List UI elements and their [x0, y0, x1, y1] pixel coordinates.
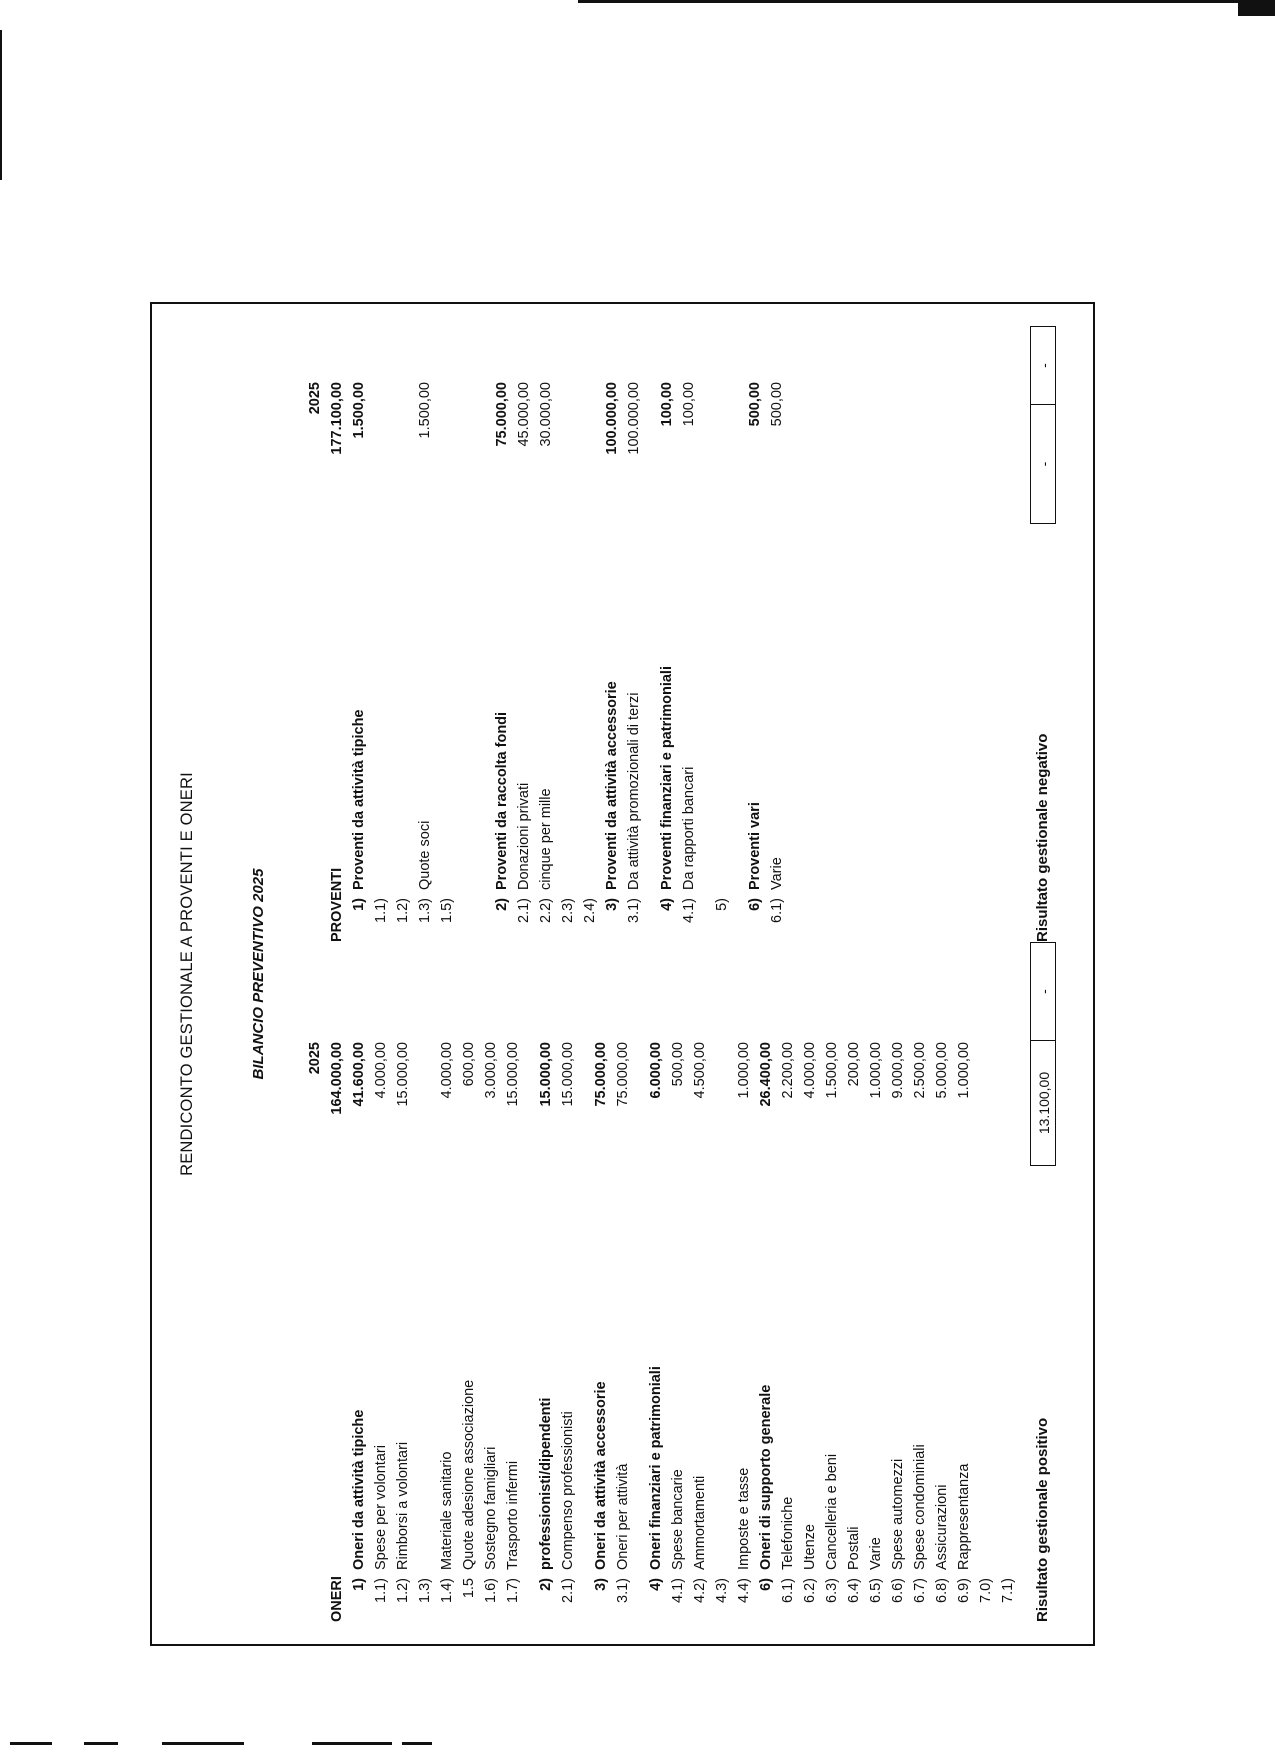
- oneri-row-num: 1.3): [417, 1578, 433, 1603]
- oneri-row: [612, 1042, 634, 1622]
- proventi-row-value: 75.000,00: [494, 382, 510, 447]
- oneri-row-label: Oneri da attività accessorie: [593, 1381, 609, 1570]
- oneri-row: [392, 1042, 414, 1622]
- proventi-row-num: 3): [604, 898, 620, 911]
- oneri-row-value: 15.000,00: [505, 1042, 521, 1107]
- proventi-row-num: 1.5): [439, 898, 455, 923]
- oneri-spacer: [634, 1042, 645, 1622]
- proventi-row-label: Quote soci: [417, 820, 433, 890]
- proventi-row: [656, 382, 678, 942]
- oneri-row-num: 1.5: [461, 1578, 477, 1599]
- oneri-column: [304, 1042, 1019, 1622]
- scan-mark-bottom-3: [162, 1742, 244, 1745]
- rotated-sheet: [154, 306, 1091, 1642]
- proventi-row: [491, 382, 513, 942]
- proventi-row-value: 100.000,00: [604, 382, 620, 455]
- proventi-spacer: [733, 382, 744, 942]
- oneri-row: [931, 1042, 953, 1622]
- oneri-row-value: 1.500,00: [824, 1042, 840, 1099]
- oneri-row-num: 6.5): [868, 1578, 884, 1603]
- oneri-row-value: 200,00: [846, 1042, 862, 1087]
- oneri-row-num: 7.1): [1000, 1578, 1016, 1603]
- proventi-row-label: Varie: [769, 857, 785, 890]
- oneri-row: [370, 1042, 392, 1622]
- oneri-row-label: Rappresentanza: [956, 1463, 972, 1570]
- oneri-row-label: Imposte e tasse: [736, 1467, 752, 1570]
- scan-mark-bottom-4: [312, 1742, 392, 1745]
- oneri-row-label: Quote adesione associazione: [461, 1379, 477, 1570]
- proventi-row: [348, 382, 370, 942]
- oneri-row-num: 6.2): [802, 1578, 818, 1603]
- proventi-spacer: [469, 382, 480, 942]
- proventi-row-num: 6): [747, 898, 763, 911]
- scan-edge-top-right: [1238, 0, 1275, 16]
- proventi-row-num: 2.4): [582, 898, 598, 923]
- oneri-header-row: [326, 1042, 348, 1622]
- scan-mark-bottom-1: [10, 1742, 52, 1745]
- proventi-row-num: 4): [659, 898, 675, 911]
- oneri-row: [997, 1042, 1019, 1622]
- oneri-row-label: Cancelleria e beni: [824, 1453, 840, 1570]
- oneri-row: [689, 1042, 711, 1622]
- oneri-row: [755, 1042, 777, 1622]
- proventi-row: [678, 382, 700, 942]
- oneri-row-num: 3.1): [615, 1578, 631, 1603]
- oneri-row: [821, 1042, 843, 1622]
- proventi-spacer: [645, 382, 656, 942]
- proventi-row-value: 100,00: [681, 382, 697, 427]
- oneri-row-value: 500,00: [670, 1042, 686, 1087]
- oneri-row-label: Trasporto infermi: [505, 1460, 521, 1570]
- proventi-row: [579, 382, 601, 942]
- proventi-row-label: Proventi da attività accessorie: [604, 681, 620, 890]
- oneri-row-value: 5.000,00: [934, 1042, 950, 1099]
- oneri-row-value: 4.500,00: [692, 1042, 708, 1099]
- oneri-row-value: 6.000,00: [648, 1042, 664, 1099]
- proventi-column: [304, 382, 788, 942]
- proventi-row-value: 30.000,00: [538, 382, 554, 447]
- oneri-rows: [348, 1042, 1019, 1622]
- oneri-row: [909, 1042, 931, 1622]
- oneri-row: [348, 1042, 370, 1622]
- oneri-row: [711, 1042, 733, 1622]
- oneri-row-value: 41.600,00: [351, 1042, 367, 1107]
- oneri-row-value: 2.200,00: [780, 1042, 796, 1099]
- oneri-row-label: Spese bancarie: [670, 1469, 686, 1570]
- scan-mark-bottom-2: [84, 1742, 118, 1745]
- oneri-row-num: 6.8): [934, 1578, 950, 1603]
- oneri-row-value: 15.000,00: [538, 1042, 554, 1107]
- oneri-row-num: 6.3): [824, 1578, 840, 1603]
- oneri-row-num: 4.4): [736, 1578, 752, 1603]
- oneri-row-value: 2.500,00: [912, 1042, 928, 1099]
- oneri-row-value: 15.000,00: [395, 1042, 411, 1107]
- oneri-spacer: [524, 1042, 535, 1622]
- proventi-row-num: 6.1): [769, 898, 785, 923]
- oneri-row-num: 1.2): [395, 1578, 411, 1603]
- oneri-row-value: 1.000,00: [956, 1042, 972, 1099]
- oneri-row-num: 4.2): [692, 1578, 708, 1603]
- oneri-result-label: Risultato gestionale positivo: [1034, 1417, 1051, 1622]
- oneri-row: [843, 1042, 865, 1622]
- oneri-row-label: Oneri per attività: [615, 1463, 631, 1570]
- oneri-row: [777, 1042, 799, 1622]
- proventi-row-num: 2.2): [538, 898, 554, 923]
- document-title: RENDICONTO GESTIONALE A PROVENTI E ONERI: [178, 772, 196, 1176]
- oneri-row: [590, 1042, 612, 1622]
- proventi-header: PROVENTI: [329, 867, 345, 942]
- oneri-row: [480, 1042, 502, 1622]
- proventi-row-num: 4.1): [681, 898, 697, 923]
- proventi-row-label: Da rapporti bancari: [681, 766, 697, 890]
- proventi-row-num: 5): [714, 898, 730, 911]
- proventi-row: [535, 382, 557, 942]
- oneri-header: ONERI: [329, 1576, 345, 1622]
- oneri-row-num: 6.7): [912, 1578, 928, 1603]
- oneri-row: [667, 1042, 689, 1622]
- oneri-row-num: 4.3): [714, 1578, 730, 1603]
- oneri-row-value: 3.000,00: [483, 1042, 499, 1099]
- oneri-row: [865, 1042, 887, 1622]
- oneri-row-label: Telefoniche: [780, 1496, 796, 1570]
- oneri-row-num: 6): [758, 1578, 774, 1591]
- oneri-row-label: Spese automezzi: [890, 1458, 906, 1570]
- scan-edge-top: [578, 0, 1238, 3]
- oneri-row-num: 1.6): [483, 1578, 499, 1603]
- oneri-result-value-2: -: [1030, 942, 1056, 1040]
- oneri-row-num: 6.6): [890, 1578, 906, 1603]
- oneri-row-value: 4.000,00: [802, 1042, 818, 1099]
- proventi-row: [436, 382, 458, 942]
- proventi-row-label: cinque per mille: [538, 788, 554, 890]
- proventi-row-value: 100,00: [659, 382, 675, 427]
- oneri-row-label: Rimborsi a volontari: [395, 1441, 411, 1570]
- oneri-row-value: 75.000,00: [615, 1042, 631, 1107]
- proventi-row: [766, 382, 788, 942]
- oneri-row: [458, 1042, 480, 1622]
- oneri-result: [1030, 942, 1056, 1622]
- proventi-row-value: 1.500,00: [417, 382, 433, 439]
- oneri-row-value: 9.000,00: [890, 1042, 906, 1099]
- oneri-row-num: 7.0): [978, 1578, 994, 1603]
- oneri-row-num: 3): [593, 1578, 609, 1591]
- oneri-row: [502, 1042, 524, 1622]
- oneri-row: [733, 1042, 755, 1622]
- proventi-row: [623, 382, 645, 942]
- oneri-row-value: 4.000,00: [439, 1042, 455, 1099]
- oneri-row-label: Utenze: [802, 1524, 818, 1570]
- oneri-row-num: 6.1): [780, 1578, 796, 1603]
- oneri-row: [414, 1042, 436, 1622]
- oneri-row-label: Spese per volontari: [373, 1445, 389, 1570]
- oneri-row-num: 6.4): [846, 1578, 862, 1603]
- proventi-row: [513, 382, 535, 942]
- proventi-result-value: -: [1030, 404, 1056, 524]
- oneri-row-num: 1.7): [505, 1578, 521, 1603]
- oneri-row-label: Spese condominiali: [912, 1444, 928, 1570]
- proventi-row-value: 45.000,00: [516, 382, 532, 447]
- proventi-header-row: [326, 382, 348, 942]
- oneri-row: [975, 1042, 997, 1622]
- proventi-row-num: 1.1): [373, 898, 389, 923]
- oneri-spacer: [579, 1042, 590, 1622]
- oneri-row-num: 2): [538, 1578, 554, 1591]
- proventi-row-num: 1): [351, 898, 367, 911]
- oneri-row-num: 6.9): [956, 1578, 972, 1603]
- oneri-row-label: Ammortamenti: [692, 1475, 708, 1570]
- oneri-row-num: 1.1): [373, 1578, 389, 1603]
- oneri-row-label: Postali: [846, 1526, 862, 1570]
- oneri-row-num: 4): [648, 1578, 664, 1591]
- oneri-row-value: 15.000,00: [560, 1042, 576, 1107]
- oneri-row-label: Compenso professionisti: [560, 1411, 576, 1570]
- oneri-row: [799, 1042, 821, 1622]
- proventi-spacer: [458, 382, 469, 942]
- oneri-year: 2025: [307, 1042, 323, 1075]
- proventi-row-label: Donazioni privati: [516, 782, 532, 890]
- proventi-result: [1030, 326, 1056, 942]
- oneri-row-label: Varie: [868, 1537, 884, 1570]
- proventi-row-label: Proventi finanziari e patrimoniali: [659, 666, 675, 890]
- oneri-row: [953, 1042, 975, 1622]
- oneri-total: 164.000,00: [329, 1042, 345, 1115]
- proventi-row-label: Proventi da raccolta fondi: [494, 711, 510, 890]
- oneri-row-label: Sostegno famigliari: [483, 1446, 499, 1570]
- proventi-result-value-2: -: [1030, 326, 1056, 404]
- proventi-row-num: 3.1): [626, 898, 642, 923]
- proventi-row-value: 1.500,00: [351, 382, 367, 439]
- oneri-row-num: 1): [351, 1578, 367, 1591]
- proventi-row-num: 2): [494, 898, 510, 911]
- oneri-result-value: 13.100,00: [1030, 1040, 1056, 1166]
- oneri-row: [557, 1042, 579, 1622]
- oneri-row-value: 75.000,00: [593, 1042, 609, 1107]
- proventi-total: 177.100,00: [329, 382, 345, 455]
- proventi-row-value: 100.000,00: [626, 382, 642, 455]
- proventi-row-value: 500,00: [747, 382, 763, 427]
- proventi-row: [557, 382, 579, 942]
- proventi-year-row: [304, 382, 326, 942]
- proventi-row-num: 1.3): [417, 898, 433, 923]
- oneri-row: [645, 1042, 667, 1622]
- proventi-row: [414, 382, 436, 942]
- scan-edge-left: [0, 30, 2, 180]
- oneri-row: [887, 1042, 909, 1622]
- oneri-year-row: [304, 1042, 326, 1622]
- proventi-row: [392, 382, 414, 942]
- oneri-row-label: Oneri da attività tipiche: [351, 1409, 367, 1570]
- oneri-row-value: 1.000,00: [868, 1042, 884, 1099]
- proventi-row-label: Proventi vari: [747, 802, 763, 890]
- oneri-row-num: 2.1): [560, 1578, 576, 1603]
- proventi-row-num: 2.3): [560, 898, 576, 923]
- oneri-row-label: Oneri finanziari e patrimoniali: [648, 1366, 664, 1570]
- oneri-row-label: Materiale sanitario: [439, 1451, 455, 1570]
- proventi-row-label: Da attività promozionali di terzi: [626, 692, 642, 890]
- oneri-row: [535, 1042, 557, 1622]
- oneri-row-label: professionisti/dipendenti: [538, 1397, 554, 1570]
- oneri-row-value: 1.000,00: [736, 1042, 752, 1099]
- proventi-row: [601, 382, 623, 942]
- proventi-spacer: [700, 382, 711, 942]
- proventi-row-num: 2.1): [516, 898, 532, 923]
- proventi-result-label: Risultato gestionale negativo: [1034, 733, 1051, 942]
- proventi-row-num: 1.2): [395, 898, 411, 923]
- oneri-row-num: 1.4): [439, 1578, 455, 1603]
- document-subtitle: BILANCIO PREVENTIVO 2025: [250, 868, 267, 1080]
- proventi-row: [744, 382, 766, 942]
- oneri-row-value: 600,00: [461, 1042, 477, 1087]
- oneri-row-label: Oneri di supporto generale: [758, 1384, 774, 1570]
- proventi-spacer: [480, 382, 491, 942]
- oneri-row: [436, 1042, 458, 1622]
- oneri-row-value: 26.400,00: [758, 1042, 774, 1107]
- proventi-row-label: Proventi da attività tipiche: [351, 709, 367, 890]
- oneri-row-num: 4.1): [670, 1578, 686, 1603]
- proventi-rows: [348, 382, 788, 942]
- oneri-row-label: Assicurazioni: [934, 1484, 950, 1570]
- proventi-year: 2025: [307, 382, 323, 415]
- proventi-row: [370, 382, 392, 942]
- proventi-row-value: 500,00: [769, 382, 785, 427]
- scan-mark-bottom-5: [402, 1742, 432, 1745]
- proventi-row: [711, 382, 733, 942]
- oneri-row-value: 4.000,00: [373, 1042, 389, 1099]
